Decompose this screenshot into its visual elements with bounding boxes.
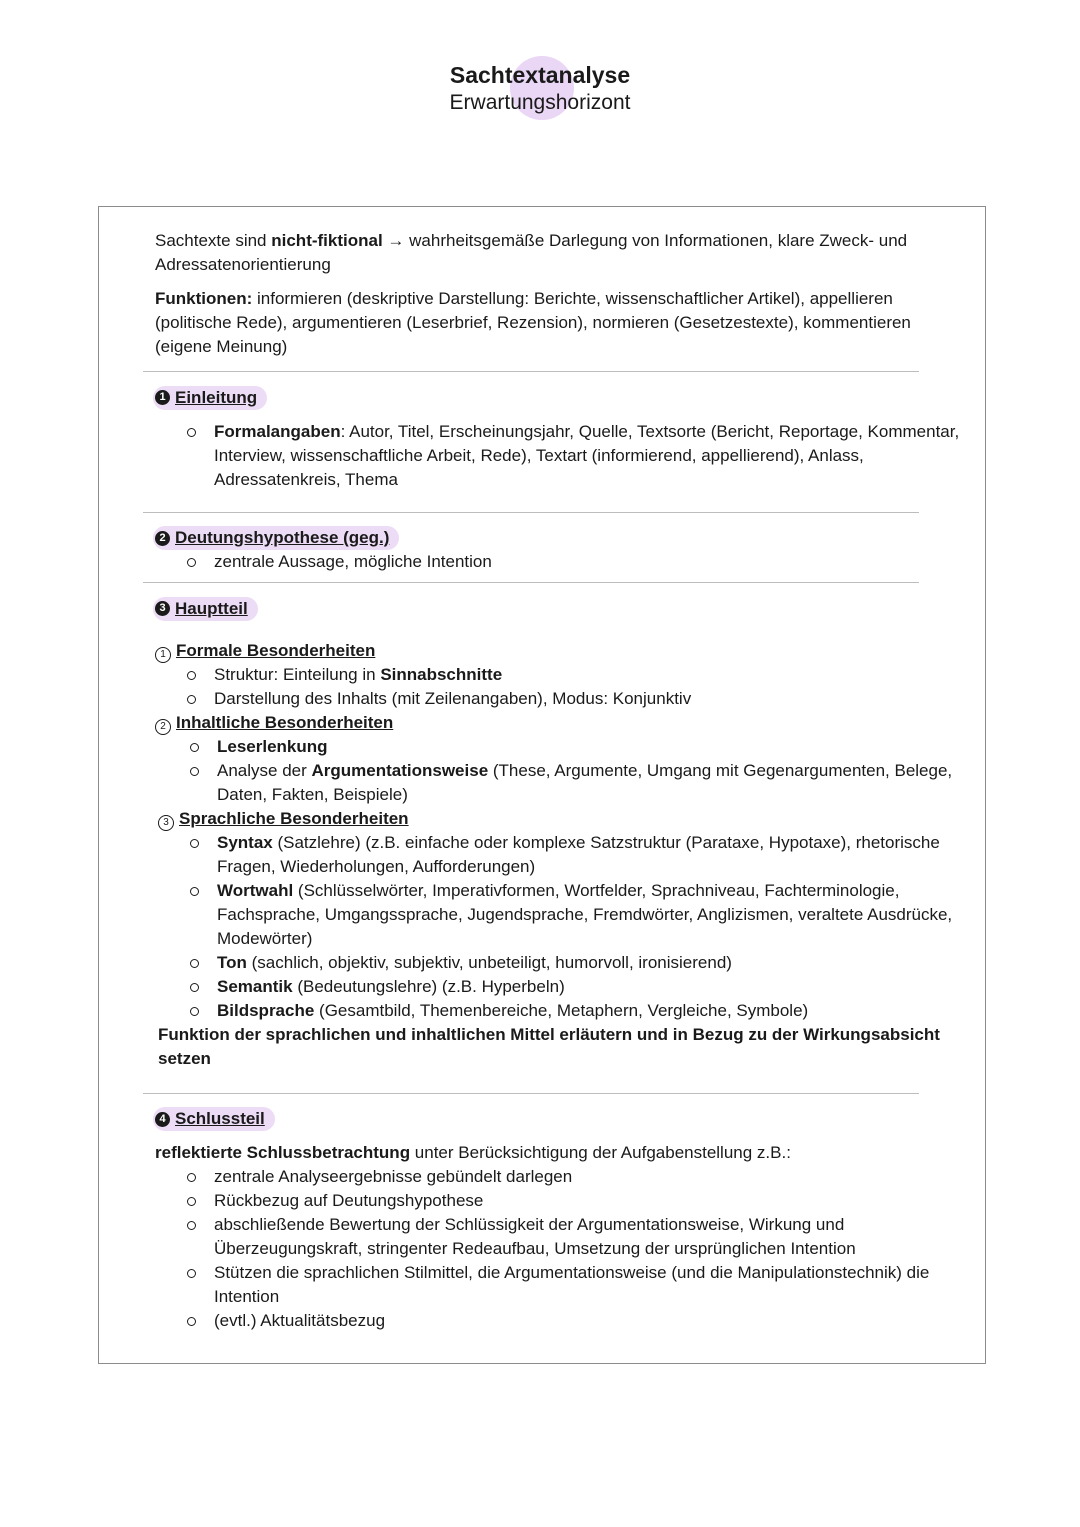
intro-bold: nicht-fiktional — [271, 231, 383, 250]
subheading-label: Formale Besonderheiten — [176, 640, 376, 660]
item-text: (Gesamtbild, Themenbereiche, Metaphern, Vergleiche, Symbole) — [314, 1000, 809, 1020]
item-text: (Satzlehre) (z.B. einfache oder komplexe Satzstruktur (Parataxe, Hypotaxe), rhetorische Fragen, Wiederholungen, Aufforderungen) — [217, 832, 940, 876]
intro-functions — [155, 287, 965, 359]
list-item — [188, 879, 965, 951]
list-item: Darstellung des Inhalts (mit Zeilenangaben), Modus: Konjunktiv — [185, 687, 965, 711]
item-bold: Syntax — [217, 832, 273, 852]
list-item: (evtl.) Aktualitätsbezug — [185, 1309, 965, 1333]
list-item — [188, 831, 965, 879]
list-item — [185, 420, 965, 492]
divider — [143, 371, 919, 372]
subheading-formal — [155, 639, 965, 663]
section-heading-deutungshypothese — [153, 526, 399, 550]
list-item — [188, 999, 965, 1023]
einleitung-list — [155, 420, 965, 492]
item-bold: Wortwahl — [217, 880, 294, 900]
item-text: (Bedeutungslehre) (z.B. Hyperbeln) — [292, 976, 565, 996]
number-badge: 1 — [155, 390, 170, 405]
subheading-inhalt — [155, 711, 965, 735]
list-item — [188, 951, 965, 975]
item-text: (These, Argumente, Umgang mit Gegenargumenten, Belege, Daten, Fakten, Beispiele) — [217, 760, 953, 804]
list-item: abschließende Bewertung der Schlüssigkeit der Argumentationsweise, Wirkung und Überzeugungskraft, stringenter Redeaufbau, Umsetzung der ursprünglichen Intention — [185, 1213, 965, 1261]
formal-list — [155, 663, 965, 711]
page-subtitle: Erwartungshorizont — [449, 91, 631, 114]
page-title: Sachtextanalyse — [449, 62, 631, 88]
inhalt-list — [155, 735, 965, 807]
section-label: Hauptteil — [175, 598, 248, 618]
lead-text: unter Berücksichtigung der Aufgabenstellung z.B.: — [410, 1143, 791, 1162]
content-box — [98, 206, 986, 1364]
schluss-list — [155, 1165, 965, 1333]
section-label: Schlussteil — [175, 1109, 265, 1128]
item-bold: Bildsprache — [217, 1000, 315, 1020]
section-heading-hauptteil — [153, 597, 258, 621]
divider — [143, 1093, 919, 1094]
divider — [143, 512, 919, 513]
item-bold: Sinnabschnitte — [380, 664, 503, 684]
item-bold: Argumentationsweise — [311, 760, 489, 780]
sprache-list — [155, 831, 965, 1023]
circled-number: 3 — [158, 815, 174, 831]
subheading-label: Inhaltliche Besonderheiten — [176, 712, 394, 732]
intro-definition — [155, 229, 965, 277]
item-text: : Autor, Titel, Erscheinungsjahr, Quelle, Textsorte (Bericht, Reportage, Kommentar, Interview, wissenschaftliche Arbeit, Rede), Textart (informierend, appellierend), Anlass, Adressatenkreis, Thema — [214, 421, 960, 489]
list-item: zentrale Analyseergebnisse gebündelt darlegen — [185, 1165, 965, 1189]
page-header — [0, 60, 1080, 116]
section-heading-schlussteil — [153, 1107, 275, 1131]
item-text: (Schlüsselwörter, Imperativformen, Wortfelder, Sprachniveau, Fachterminologie, Fachsprache, Umgangssprache, Jugendsprache, Fremdwörter, Anglizismen, veraltete Ausdrücke, Modewörter) — [217, 880, 953, 948]
funktion-note: Funktion der sprachlichen und inhaltlichen Mittel erläutern und in Bezug zu der Wirkungsabsicht setzen — [158, 1024, 940, 1068]
list-item — [188, 735, 965, 759]
functions-text: informieren (deskriptive Darstellung: Berichte, wissenschaftlicher Artikel), appellieren (politische Rede), argumentieren (Leserbrief, Rezension), normieren (Gesetzestexte), kommentieren (eigene Meinung) — [155, 289, 911, 356]
list-item: Rückbezug auf Deutungshypothese — [185, 1189, 965, 1213]
schluss-lead — [155, 1141, 965, 1165]
item-text: (sachlich, objektiv, subjektiv, unbeteiligt, humorvoll, ironisierend) — [246, 952, 732, 972]
subheading-sprache — [155, 807, 965, 831]
functions-label: Funktionen: — [155, 289, 253, 308]
list-item: zentrale Aussage, mögliche Intention — [185, 550, 965, 574]
list-item — [185, 663, 965, 687]
number-badge: 4 — [155, 1112, 170, 1127]
intro-text: → wahrheitsgemäße Darlegung von Informationen, klare Zweck- und Adressatenorientierung — [155, 231, 908, 274]
item-text: Analyse der — [217, 760, 312, 780]
section-label: Einleitung — [175, 387, 258, 407]
intro-text: Sachtexte sind — [155, 231, 272, 250]
lead-bold: reflektierte Schlussbetrachtung — [155, 1143, 411, 1162]
section-label: Deutungshypothese (geg.) — [175, 528, 390, 547]
list-item — [188, 759, 965, 807]
list-item — [188, 975, 965, 999]
number-badge: 2 — [155, 531, 170, 546]
divider — [143, 582, 919, 583]
item-bold: Leserlenkung — [217, 736, 328, 756]
subheading-label: Sprachliche Besonderheiten — [179, 808, 409, 828]
item-bold: Ton — [217, 952, 247, 972]
circled-number: 2 — [155, 719, 171, 735]
deutung-list — [155, 550, 965, 574]
content-inner — [155, 229, 965, 1333]
item-bold: Formalangaben — [214, 421, 341, 441]
section-heading-einleitung — [153, 386, 267, 410]
list-item: Stützen die sprachlichen Stilmittel, die Argumentationsweise (und die Manipulationstechnik) die Intention — [185, 1261, 965, 1309]
item-bold: Semantik — [217, 976, 293, 996]
number-badge: 3 — [155, 601, 170, 616]
circled-number: 1 — [155, 647, 171, 663]
item-text: Struktur: Einteilung in — [214, 664, 381, 684]
